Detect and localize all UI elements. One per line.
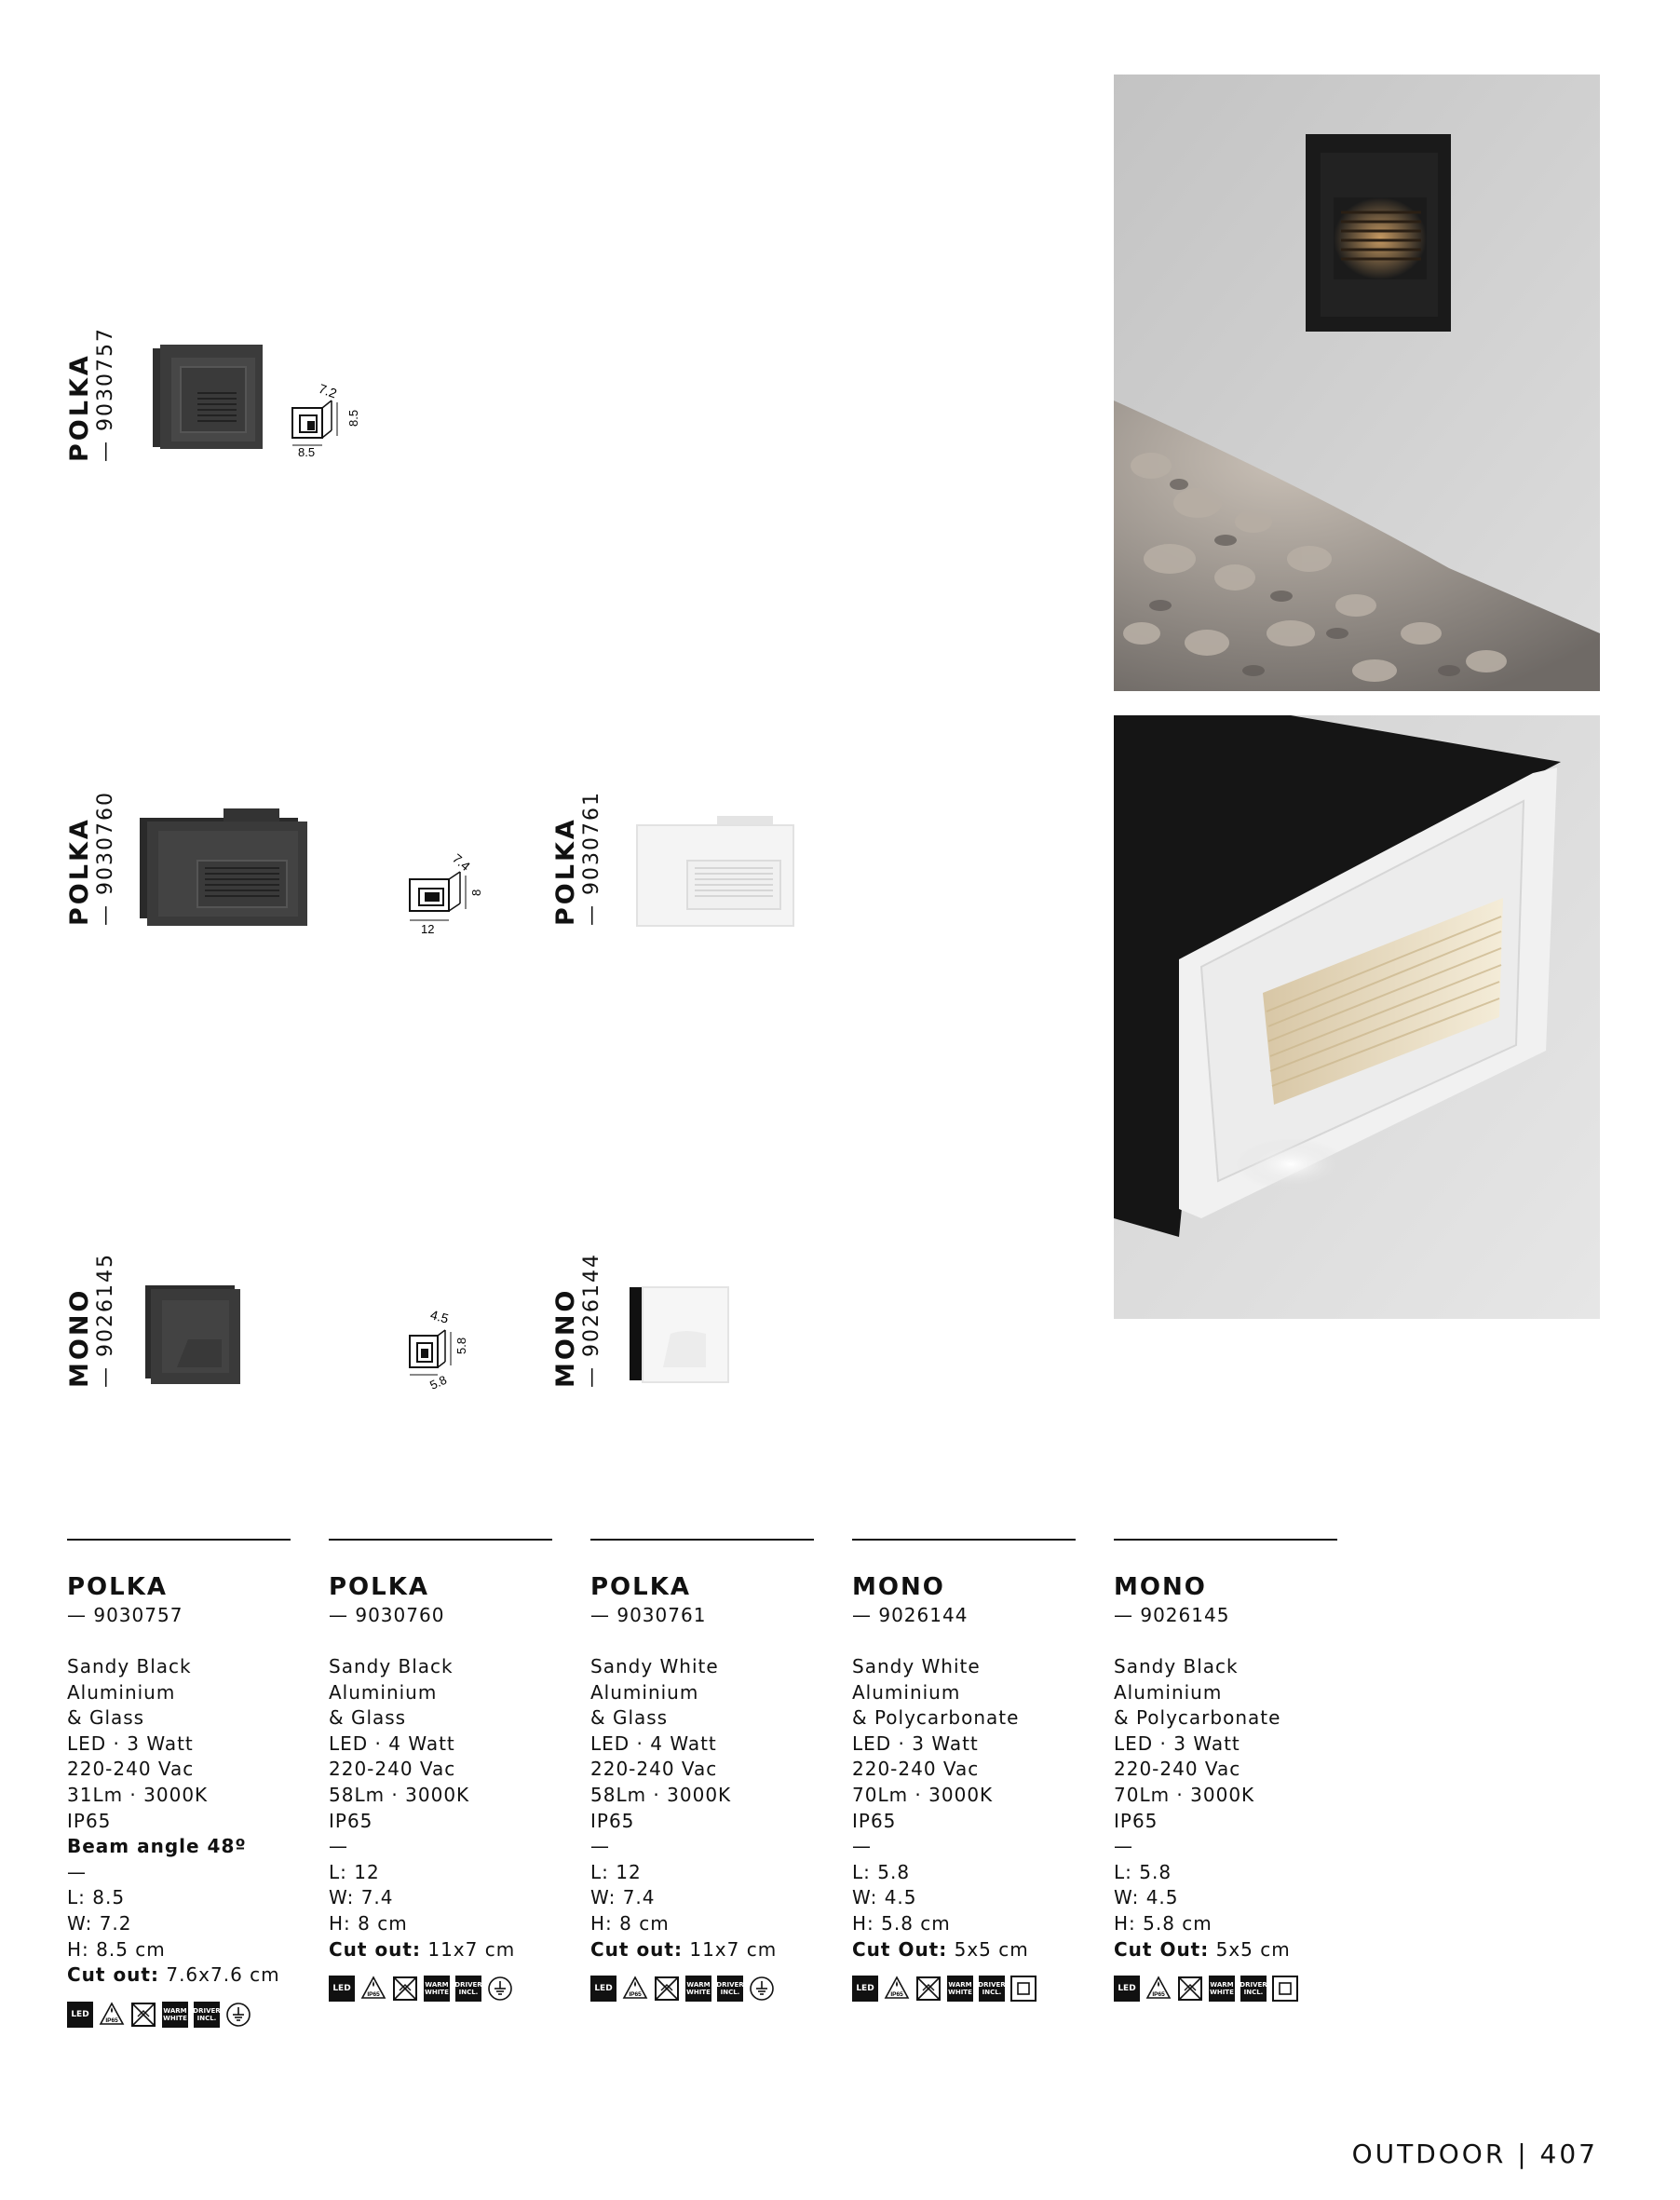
divider <box>590 1539 814 1541</box>
cutout-label: Cut Out: <box>852 1937 948 1961</box>
spec-line: LED · 3 Watt <box>1114 1731 1240 1755</box>
spec-code: — 9030761 <box>590 1604 707 1626</box>
vertical-label-code: — 9030757 <box>94 327 117 462</box>
spec-line: Aluminium <box>590 1680 699 1704</box>
ip65-label: IP65 <box>367 1991 380 1999</box>
spec-dim-height: H: 5.8 cm <box>852 1911 951 1935</box>
feature-icons <box>852 1976 1076 2002</box>
no-cover-icon <box>1177 1976 1203 2002</box>
ip65-icon <box>884 1976 910 2002</box>
spec-dim-width: W: 7.4 <box>329 1886 394 1909</box>
spec-code: — 9026144 <box>852 1604 969 1626</box>
product-image-mono-9026144 <box>630 1283 728 1386</box>
spec-dim-length: L: 12 <box>329 1860 380 1883</box>
white-label: WHITE <box>948 1989 972 1997</box>
spec-line: & Polycarbonate <box>852 1706 1020 1730</box>
warm-white-icon <box>947 1976 973 2002</box>
spec-line: LED · 4 Watt <box>329 1731 455 1755</box>
product-image-polka-9030761 <box>633 816 797 930</box>
dimension-width: 5.8 <box>427 1372 449 1392</box>
photo-product-closeup <box>1114 715 1600 1319</box>
no-cover-icon <box>915 1976 942 2002</box>
spec-line: 58Lm · 3000K <box>590 1783 732 1806</box>
driver-included-icon <box>194 2002 220 2028</box>
class-ii-icon <box>1272 1976 1298 2002</box>
white-label: WHITE <box>686 1989 711 1997</box>
feature-icons <box>67 2002 291 2028</box>
spec-line: LED · 3 Watt <box>67 1731 194 1755</box>
spec-cutout <box>329 1937 552 1963</box>
driver-label: DRIVER <box>1240 1981 1267 1990</box>
dimension-width: 8.5 <box>298 445 316 459</box>
spec-line: 70Lm · 3000K <box>852 1783 994 1806</box>
dimension-depth: 7.4 <box>449 850 474 875</box>
product-image-polka-9030757 <box>147 341 263 455</box>
cutout-value: 5x5 cm <box>947 1937 1029 1961</box>
driver-label: DRIVER <box>978 1981 1006 1990</box>
divider <box>329 1539 552 1541</box>
ip65-icon <box>99 2002 125 2028</box>
photo-installed-wall-light <box>1114 75 1600 691</box>
vertical-label-polka-9030757 <box>67 327 116 462</box>
ip65-icon <box>1145 1976 1172 2002</box>
spec-line: Sandy Black <box>329 1655 454 1677</box>
spec-title: MONO <box>1114 1573 1207 1601</box>
no-cover-icon <box>654 1976 680 2002</box>
spec-line: Aluminium <box>67 1680 176 1704</box>
spec-line: Sandy Black <box>1114 1655 1239 1677</box>
spec-title: MONO <box>852 1573 945 1601</box>
warm-label: WARM <box>425 1981 449 1990</box>
driver-label: DRIVER <box>193 2006 221 2015</box>
vertical-label-name: POLKA <box>65 353 94 462</box>
cutout-value: 11x7 cm <box>420 1937 516 1961</box>
vertical-label-name: MONO <box>551 1287 580 1388</box>
spec-cutout <box>67 1962 291 1989</box>
incl-label: INCL. <box>982 1989 1002 1997</box>
dimension-drawing-polka-9030757 <box>285 380 360 459</box>
spec-dim-length: L: 5.8 <box>852 1860 911 1883</box>
warm-white-icon <box>424 1976 450 2002</box>
spec-line: Aluminium <box>852 1680 961 1704</box>
driver-included-icon <box>717 1976 743 2002</box>
ip65-label: IP65 <box>105 2017 118 2024</box>
led-icon: LED <box>67 2002 93 2028</box>
spec-line: IP65 <box>329 1809 373 1832</box>
spec-line: 220-240 Vac <box>590 1758 718 1781</box>
footer-separator: | <box>1517 2139 1529 2169</box>
spec-line: LED · 4 Watt <box>590 1731 717 1755</box>
spec-dash: — <box>852 1835 872 1858</box>
spec-line: & Polycarbonate <box>1114 1706 1281 1730</box>
vertical-label-code: — 9026144 <box>580 1253 603 1388</box>
vertical-label-code: — 9030760 <box>94 791 117 926</box>
spec-code: — 9030757 <box>67 1604 183 1626</box>
ip65-label: IP65 <box>890 1991 903 1999</box>
spec-dim-height: H: 8.5 cm <box>67 1937 166 1961</box>
driver-included-icon <box>455 1976 481 2002</box>
warm-label: WARM <box>948 1981 972 1990</box>
incl-label: INCL. <box>1243 1989 1264 1997</box>
cutout-value: 7.6x7.6 cm <box>158 1963 280 1987</box>
product-image-polka-9030760 <box>140 808 307 928</box>
ip65-label: IP65 <box>1152 1991 1165 1999</box>
spec-column-polka-9030761 <box>590 1539 814 2002</box>
vertical-label-name: POLKA <box>65 817 94 926</box>
warm-white-icon <box>162 2002 188 2028</box>
spec-line: 220-240 Vac <box>329 1758 456 1781</box>
page-footer <box>1352 2139 1598 2169</box>
spec-line: 220-240 Vac <box>852 1758 980 1781</box>
incl-label: INCL. <box>458 1989 479 1997</box>
spec-line: 220-240 Vac <box>67 1758 195 1781</box>
cutout-label: Cut Out: <box>1114 1937 1210 1961</box>
spec-dim-height: H: 5.8 cm <box>1114 1911 1213 1935</box>
led-icon: LED <box>329 1976 355 2002</box>
incl-label: INCL. <box>720 1989 740 1997</box>
spec-line: 31Lm · 3000K <box>67 1783 209 1806</box>
ip65-label: IP65 <box>629 1991 642 1999</box>
spec-line: 220-240 Vac <box>1114 1758 1241 1781</box>
feature-icons <box>329 1976 552 2002</box>
spec-dash: — <box>67 1860 87 1883</box>
class-ii-icon <box>1010 1976 1036 2002</box>
spec-line: IP65 <box>1114 1809 1158 1832</box>
divider <box>67 1539 291 1541</box>
cutout-label: Cut out: <box>329 1937 421 1961</box>
spec-cutout <box>852 1937 1076 1963</box>
spec-line: Aluminium <box>329 1680 438 1704</box>
earth-class-icon <box>487 1976 513 2002</box>
spec-line: LED · 3 Watt <box>852 1731 979 1755</box>
spec-beam-angle: Beam angle 48º <box>67 1835 247 1858</box>
led-icon: LED <box>852 1976 878 2002</box>
ip65-icon <box>622 1976 648 2002</box>
feature-icons <box>590 1976 814 2002</box>
driver-label: DRIVER <box>454 1981 482 1990</box>
ip65-icon <box>360 1976 386 2002</box>
dimension-height: 8 <box>469 889 483 896</box>
spec-dash: — <box>1114 1835 1133 1858</box>
spec-line: & Glass <box>67 1706 145 1730</box>
warm-white-icon <box>685 1976 711 2002</box>
page-number: 407 <box>1539 2139 1598 2169</box>
cutout-label: Cut out: <box>67 1963 159 1987</box>
cutout-value: 5x5 cm <box>1209 1937 1291 1961</box>
spec-title: POLKA <box>67 1573 168 1601</box>
spec-title: POLKA <box>329 1573 429 1601</box>
spec-line: Aluminium <box>1114 1680 1223 1704</box>
spec-cutout <box>1114 1937 1337 1963</box>
driver-included-icon <box>979 1976 1005 2002</box>
spec-dim-length: L: 8.5 <box>67 1886 126 1909</box>
dimension-drawing-mono-9026145 <box>402 1304 467 1390</box>
spec-column-polka-9030757 <box>67 1539 291 2028</box>
white-label: WHITE <box>425 1989 449 1997</box>
spec-dim-width: W: 4.5 <box>852 1886 917 1909</box>
incl-label: INCL. <box>196 2014 217 2022</box>
driver-included-icon <box>1240 1976 1267 2002</box>
spec-title: POLKA <box>590 1573 691 1601</box>
spec-line: & Glass <box>329 1706 407 1730</box>
no-cover-icon <box>392 1976 418 2002</box>
spec-line: Sandy Black <box>67 1655 192 1677</box>
vertical-label-name: MONO <box>65 1287 94 1388</box>
white-label: WHITE <box>1210 1989 1234 1997</box>
spec-code: — 9030760 <box>329 1604 445 1626</box>
warm-white-icon <box>1209 1976 1235 2002</box>
vertical-label-code: — 9026145 <box>94 1253 117 1388</box>
spec-line: Sandy White <box>852 1655 981 1677</box>
spec-dash: — <box>590 1835 610 1858</box>
spec-column-mono-9026145 <box>1114 1539 1337 2002</box>
vertical-label-code: — 9030761 <box>580 791 603 926</box>
spec-dim-width: W: 4.5 <box>1114 1886 1179 1909</box>
spec-dash: — <box>329 1835 348 1858</box>
spec-line: 58Lm · 3000K <box>329 1783 470 1806</box>
spec-line: 70Lm · 3000K <box>1114 1783 1255 1806</box>
product-image-mono-9026145 <box>142 1282 240 1386</box>
spec-column-polka-9030760 <box>329 1539 552 2002</box>
spec-code: — 9026145 <box>1114 1604 1230 1626</box>
dimension-height: 5.8 <box>454 1337 468 1354</box>
spec-line: Sandy White <box>590 1655 719 1677</box>
dimension-drawing-polka-9030760 <box>400 848 497 937</box>
spec-line: & Glass <box>590 1706 669 1730</box>
spec-cutout <box>590 1937 814 1963</box>
warm-label: WARM <box>686 1981 711 1990</box>
led-icon: LED <box>590 1976 616 2002</box>
dimension-depth: 7.2 <box>317 380 339 401</box>
driver-label: DRIVER <box>716 1981 744 1990</box>
white-label: WHITE <box>163 2014 187 2022</box>
warm-label: WARM <box>1210 1981 1234 1990</box>
divider <box>1114 1539 1337 1541</box>
warm-label: WARM <box>163 2006 187 2015</box>
earth-class-icon <box>749 1976 775 2002</box>
vertical-label-mono-9026144 <box>553 1253 603 1388</box>
vertical-label-mono-9026145 <box>67 1253 116 1388</box>
vertical-label-name: POLKA <box>551 817 580 926</box>
vertical-label-polka-9030761 <box>553 791 603 926</box>
spec-dim-length: L: 12 <box>590 1860 642 1883</box>
spec-dim-width: W: 7.2 <box>67 1911 132 1935</box>
led-icon: LED <box>1114 1976 1140 2002</box>
dimension-height: 8.5 <box>346 409 360 427</box>
vertical-label-polka-9030760 <box>67 791 116 926</box>
spec-dim-length: L: 5.8 <box>1114 1860 1172 1883</box>
spec-dim-height: H: 8 cm <box>329 1911 408 1935</box>
dimension-width: 12 <box>421 922 435 936</box>
no-cover-icon <box>130 2002 156 2028</box>
spec-line: IP65 <box>590 1809 635 1832</box>
spec-line: IP65 <box>852 1809 897 1832</box>
dimension-depth: 4.5 <box>428 1307 451 1326</box>
divider <box>852 1539 1076 1541</box>
spec-line: IP65 <box>67 1809 112 1832</box>
cutout-value: 11x7 cm <box>682 1937 778 1961</box>
earth-class-icon <box>225 2002 251 2028</box>
cutout-label: Cut out: <box>590 1937 683 1961</box>
feature-icons <box>1114 1976 1337 2002</box>
spec-dim-height: H: 8 cm <box>590 1911 670 1935</box>
spec-column-mono-9026144 <box>852 1539 1076 2002</box>
spec-dim-width: W: 7.4 <box>590 1886 656 1909</box>
footer-section: OUTDOOR <box>1351 2139 1507 2169</box>
